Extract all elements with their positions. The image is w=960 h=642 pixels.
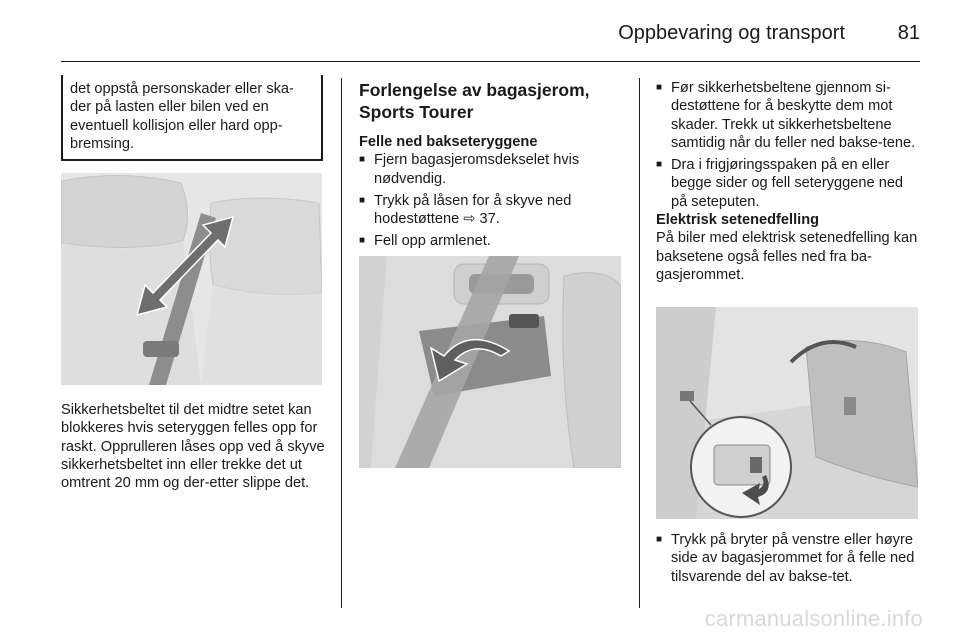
right-bottom-bullet-list (656, 531, 924, 586)
list-item (656, 531, 924, 586)
bullet-icon: ■ (656, 534, 663, 545)
figure-armrest (359, 256, 621, 468)
left-caption (61, 401, 326, 492)
column-divider-right (639, 78, 640, 608)
watermark-text: carmanualsonline.info (704, 606, 923, 631)
sub-heading-fold-seats: Felle ned bakseteryggene (359, 134, 538, 150)
cargo-switch-illustration (656, 307, 918, 519)
header-rule (61, 61, 920, 62)
list-item (359, 192, 629, 229)
bullet-icon: ■ (359, 194, 366, 206)
list-item-text: Fell opp armlenet. (374, 233, 491, 250)
armrest-illustration (359, 256, 621, 468)
electric-fold-paragraph: På biler med elektrisk setenedfelling kan baksetene også felles ned fra ba-gasjerommet. (656, 230, 918, 283)
bullet-icon: ■ (359, 154, 366, 166)
list-item (359, 151, 629, 188)
list-item (656, 156, 921, 211)
section-title: Forlengelse av bagasjerom, Sports Tourer (359, 80, 590, 122)
column-divider-left (341, 78, 342, 608)
bullet-icon: ■ (656, 159, 663, 171)
list-item (359, 232, 629, 250)
right-bottom-instructions (656, 531, 924, 586)
seatbelt-headrest-illustration (61, 173, 322, 385)
warning-text: det oppstå personskader eller ska- der på lasten eller bilen ved en eventuell kollisjon eller hard opp- bremsing. (70, 81, 294, 152)
bullet-icon: ■ (656, 82, 663, 93)
sub-heading-electric-fold: Elektrisk setenedfelling (656, 212, 820, 229)
right-top-instructions (656, 79, 921, 284)
page-header-title: Oppbevaring og transport (618, 22, 845, 44)
left-caption-text: Sikkerhetsbeltet til det midtre setet kan blokkeres hvis seteryggen felles opp for raskt. Opprulleren låses opp ved å skyve sikkerhetsbeltet inn eller trekke det ut omtrent 20 mm og der-etter slippe det. (61, 402, 325, 492)
list-item-text: Trykk på låsen for å skyve ned hodestøttene ⇨ 37. (374, 192, 572, 228)
page-number: 81 (897, 22, 920, 44)
right-top-bullet-list (656, 79, 921, 211)
middle-instructions (359, 133, 629, 251)
figure-cargo-switch (656, 307, 918, 519)
list-item-text: Dra i frigjøringsspaken på en eller begge sider og fell seteryggene ned på seteputen. (671, 157, 904, 210)
list-item-text: Trykk på bryter på venstre eller høyre side av bagasjerommet for å felle ned tilsvarende del av bakse-tet. (671, 532, 915, 585)
list-item (656, 79, 921, 152)
list-item-text: Fjern bagasjeromsdekselet hvis nødvendig. (374, 152, 580, 187)
list-item-text: Før sikkerhetsbeltene gjennom si-destøttene for å beskytte dem mot skader. Trekk ut sikkerhetsbeltene samtidig når du feller ned bakse-tene. (671, 80, 916, 151)
figure-seatbelt-headrest (61, 173, 322, 385)
bullet-icon: ■ (359, 235, 366, 247)
middle-bullet-list (359, 151, 629, 250)
warning-box (61, 75, 323, 161)
